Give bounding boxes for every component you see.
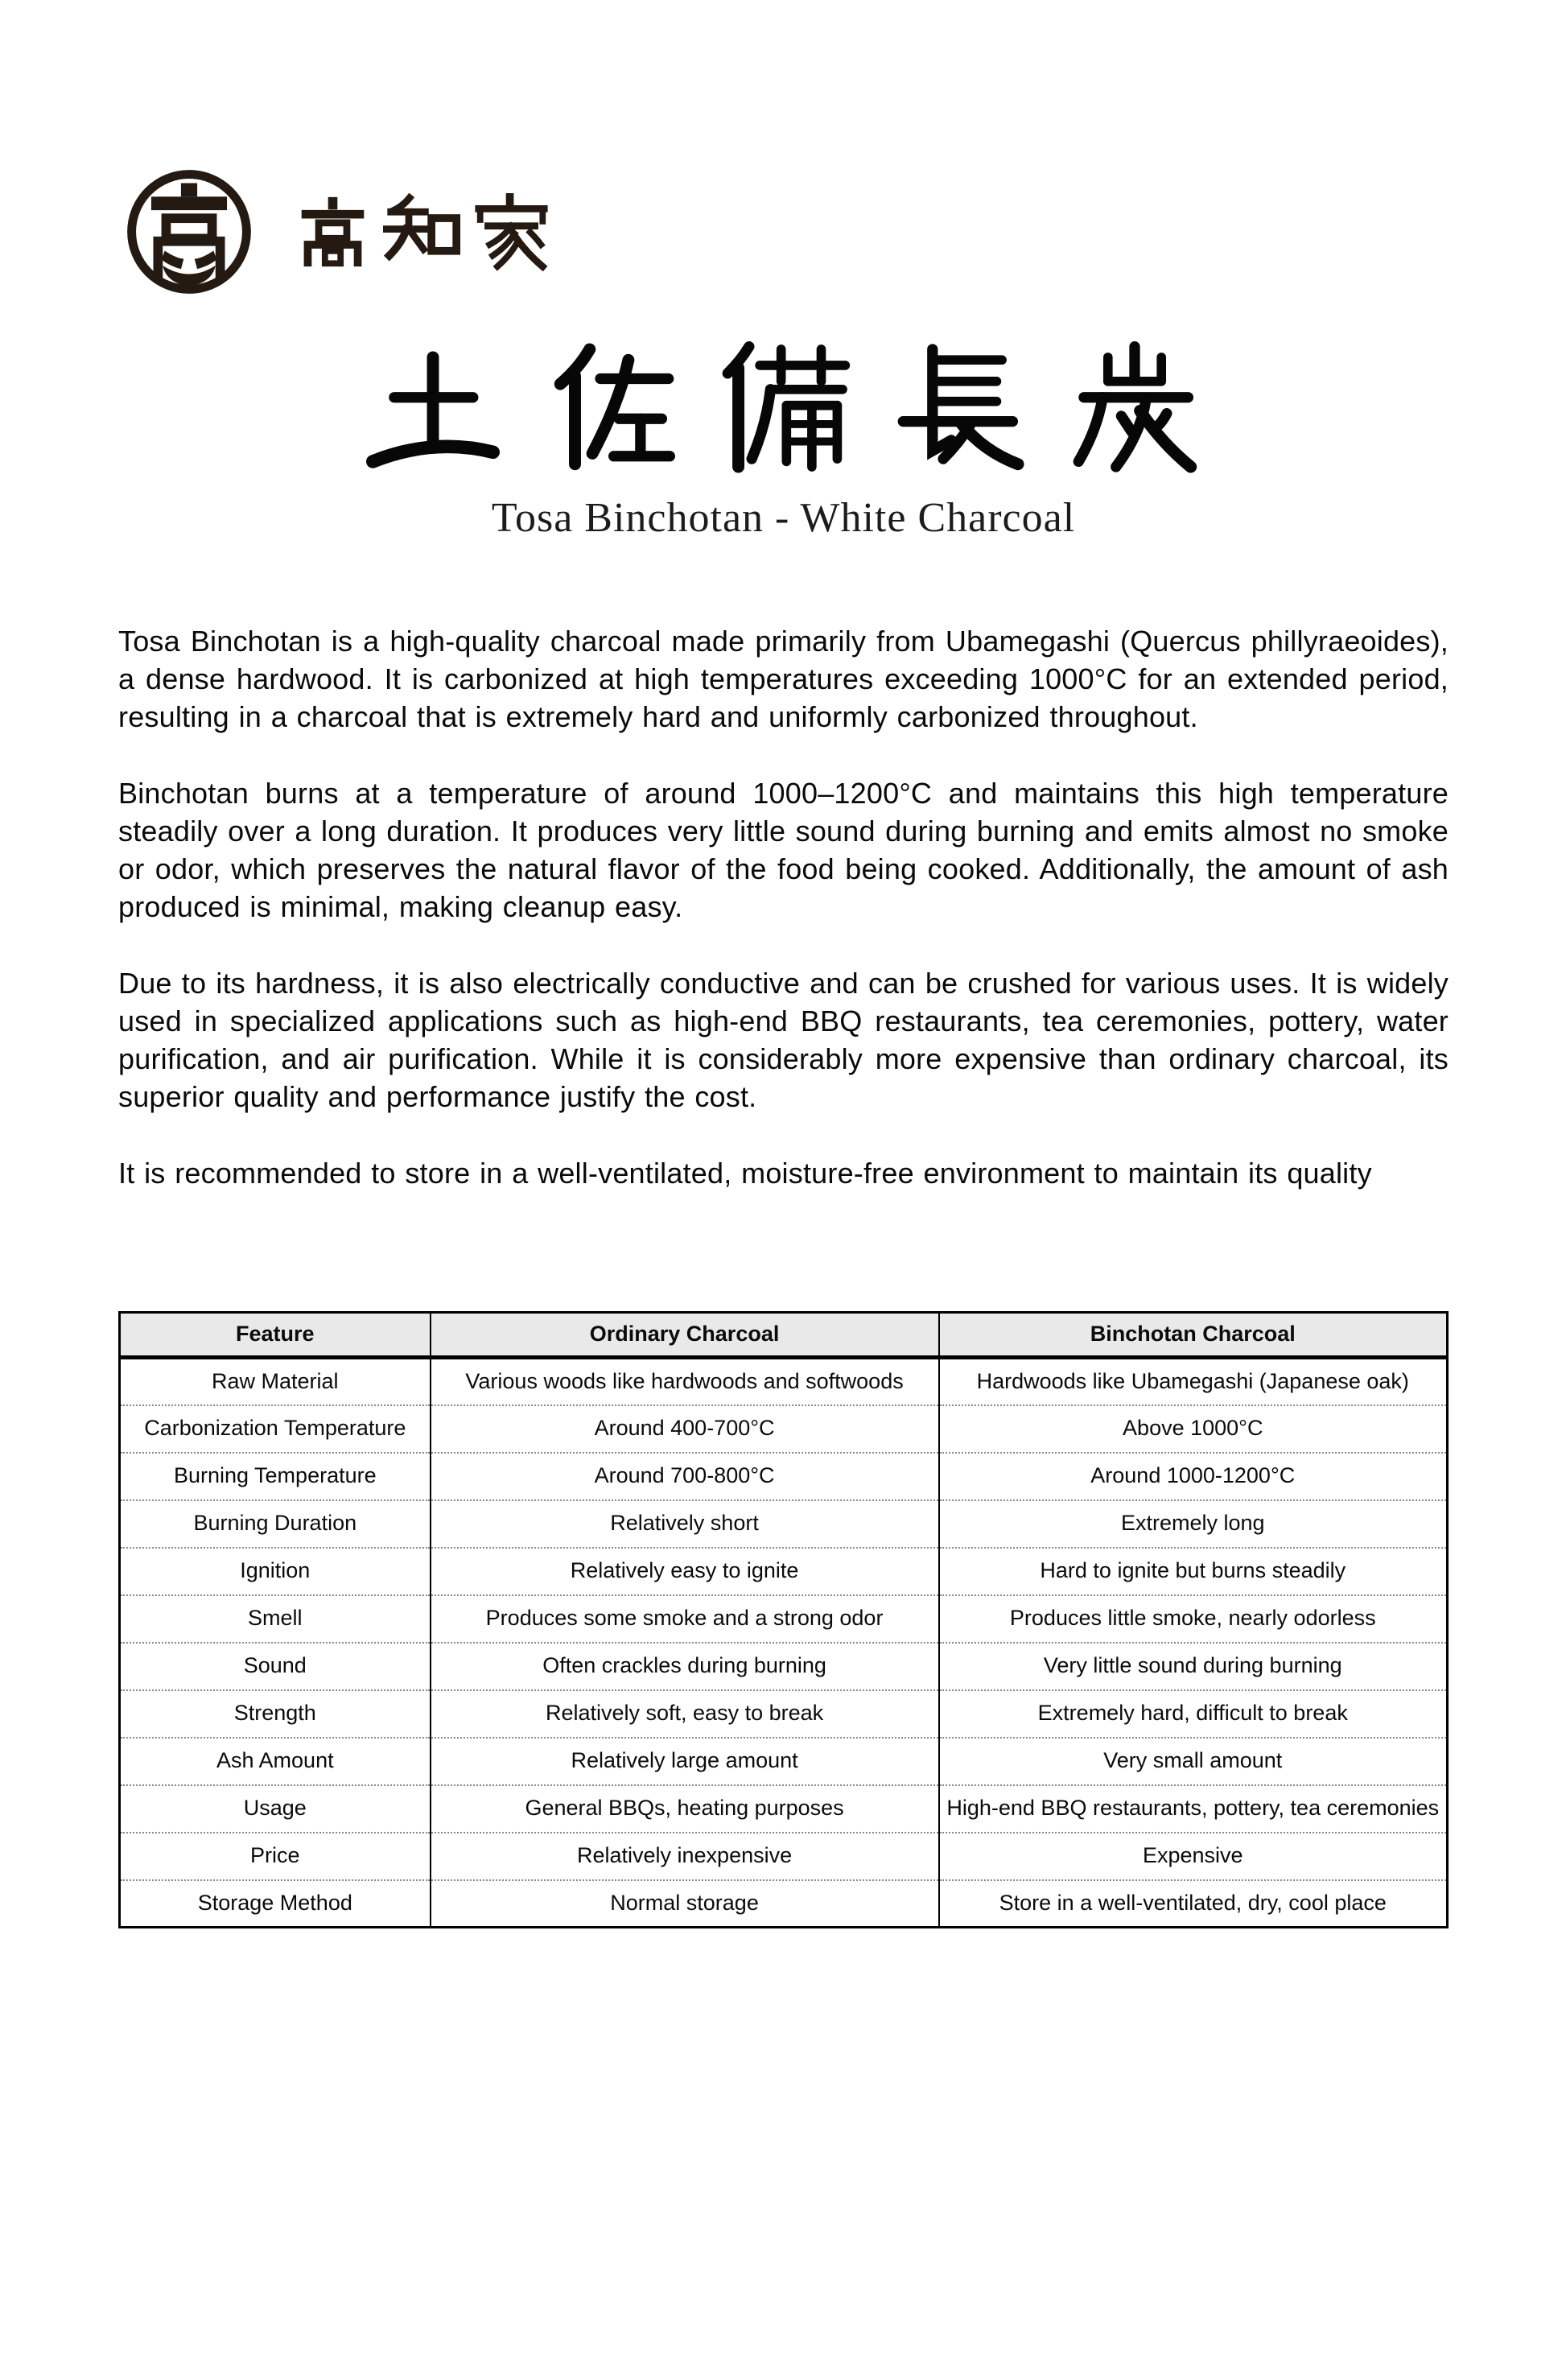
cell-ordinary: Produces some smoke and a strong odor (431, 1595, 939, 1643)
page-subtitle: Tosa Binchotan - White Charcoal (491, 495, 1076, 541)
title-kanji-cho-icon (886, 341, 1032, 475)
cell-feature: Sound (120, 1643, 431, 1690)
table-row (120, 1358, 1448, 1405)
comparison-table (118, 1311, 1449, 1928)
table-row (120, 1690, 1448, 1738)
paragraph-storage: It is recommended to store in a well-ventilated, moisture-free environment to maintain its quality (118, 1157, 1372, 1190)
cell-ordinary: Normal storage (431, 1880, 939, 1928)
cell-binchotan: Produces little smoke, nearly odorless (939, 1595, 1448, 1643)
table-row (120, 1738, 1448, 1785)
cell-feature: Ignition (120, 1548, 431, 1595)
title-kanji-do-icon (360, 341, 506, 475)
cell-binchotan: High-end BBQ restaurants, pottery, tea ceremonies (939, 1785, 1448, 1833)
cell-binchotan: Above 1000°C (939, 1405, 1448, 1453)
paragraph-burning: Binchotan burns at a temperature of around 1000–1200°C and maintains this high temperature steadily over a long duration. It produces very little sound during burning and emits almost no smoke or odor, which preserves the natural flavor of the food being cooked. Additionally, the amount of ash produced is minimal, making cleanup easy. (118, 777, 1449, 923)
cell-ordinary: Relatively large amount (431, 1738, 939, 1785)
cell-feature: Price (120, 1833, 431, 1880)
main-title-kanji (118, 341, 1449, 475)
column-header-feature: Feature (120, 1313, 431, 1358)
table-row (120, 1880, 1448, 1928)
cell-binchotan: Extremely hard, difficult to break (939, 1690, 1448, 1738)
cell-binchotan: Around 1000-1200°C (939, 1453, 1448, 1500)
cell-feature: Burning Temperature (120, 1453, 431, 1500)
cell-binchotan: Expensive (939, 1833, 1448, 1880)
table-row (120, 1500, 1448, 1548)
body-text (118, 622, 1449, 1192)
column-header-binchotan: Binchotan Charcoal (939, 1313, 1448, 1358)
cell-binchotan: Extremely long (939, 1500, 1448, 1548)
cell-feature: Storage Method (120, 1880, 431, 1928)
cell-ordinary: Often crackles during burning (431, 1643, 939, 1690)
brand-kanji-ie-icon (472, 193, 550, 271)
paragraph-intro: Tosa Binchotan is a high-quality charcoal made primarily from Ubamegashi (Quercus phillyraeoides), a dense hardwood. It is carbonized at high temperatures exceeding 1000°C for an extended period, resulting in a charcoal that is extremely hard and uniformly carbonized throughout. (118, 625, 1449, 733)
title-kanji-tan-icon (1061, 341, 1208, 475)
cell-binchotan: Store in a well-ventilated, dry, cool place (939, 1880, 1448, 1928)
table-row (120, 1453, 1448, 1500)
cell-feature: Strength (120, 1690, 431, 1738)
table-row (120, 1405, 1448, 1453)
cell-binchotan: Very small amount (939, 1738, 1448, 1785)
table-row (120, 1595, 1448, 1643)
kochi-ke-emblem-icon (122, 164, 257, 299)
document-page (0, 164, 1566, 1928)
cell-ordinary: Around 400-700°C (431, 1405, 939, 1453)
brand-logo (122, 164, 1449, 299)
table-row (120, 1785, 1448, 1833)
table-row (120, 1643, 1448, 1690)
cell-ordinary: Various woods like hardwoods and softwoods (431, 1358, 939, 1405)
cell-ordinary: Relatively short (431, 1500, 939, 1548)
table-row (120, 1548, 1448, 1595)
cell-ordinary: Relatively inexpensive (431, 1833, 939, 1880)
brand-kanji-chi-icon (383, 193, 461, 271)
cell-binchotan: Hard to ignite but burns steadily (939, 1548, 1448, 1595)
title-kanji-sa-icon (535, 341, 682, 475)
cell-feature: Raw Material (212, 1369, 339, 1394)
brand-wordmark (294, 193, 550, 271)
cell-feature: Burning Duration (120, 1500, 431, 1548)
cell-feature: Usage (120, 1785, 431, 1833)
cell-binchotan: Hardwoods like Ubamegashi (Japanese oak) (939, 1358, 1448, 1405)
cell-ordinary: Relatively soft, easy to break (431, 1690, 939, 1738)
table-row (120, 1833, 1448, 1880)
cell-binchotan: Very little sound during burning (939, 1643, 1448, 1690)
table-header-row (120, 1313, 1448, 1358)
cell-feature: Ash Amount (120, 1738, 431, 1785)
title-kanji-bi-icon (711, 341, 857, 475)
cell-ordinary: Around 700-800°C (431, 1453, 939, 1500)
cell-ordinary: Relatively easy to ignite (431, 1548, 939, 1595)
cell-feature: Smell (120, 1595, 431, 1643)
column-header-ordinary: Ordinary Charcoal (431, 1313, 939, 1358)
cell-ordinary: General BBQs, heating purposes (431, 1785, 939, 1833)
brand-kanji-taka-icon (294, 193, 372, 271)
paragraph-uses: Due to its hardness, it is also electrically conductive and can be crushed for various uses. It is widely used in specialized applications such as high-end BBQ restaurants, tea ceremonies, pottery, water purification, and air purification. While it is considerably more expensive than ordinary charcoal, its superior quality and performance justify the cost. (118, 967, 1449, 1113)
cell-feature: Carbonization Temperature (120, 1405, 431, 1453)
